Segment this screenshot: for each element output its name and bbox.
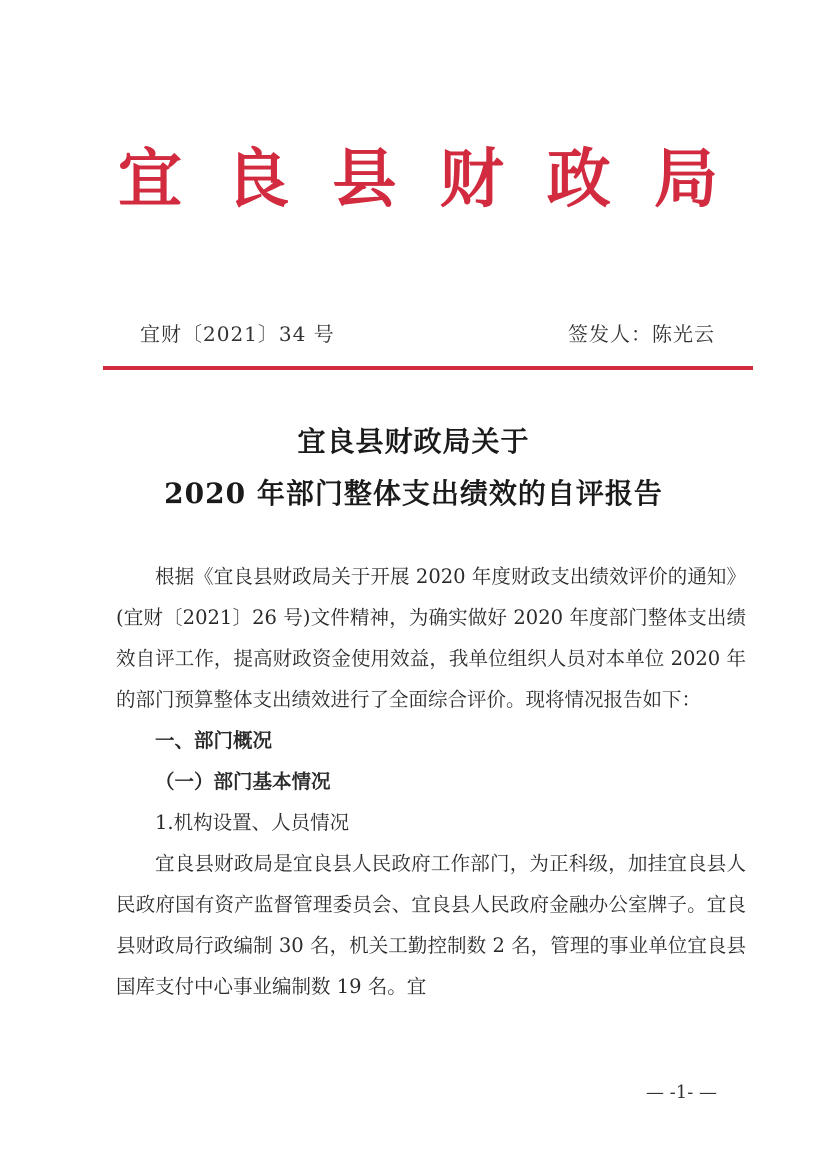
- org-char: 县: [332, 142, 397, 217]
- org-char: 良: [225, 142, 290, 217]
- issuing-org-header: [118, 140, 718, 220]
- org-char: 政: [546, 142, 611, 217]
- body-paragraph: 宜良县财政局是宜良县人民政府工作部门，为正科级，加挂宜良县人民政府国有资产监督管理委员会、宜良县人民政府金融办公室牌子。宜良县财政局行政编制 30 名，机关工勤控制数 2 名，管理的事业单位宜良县国库支付中心事业编制数 19 名。宜: [116, 852, 746, 998]
- document-title-line-2: 2020 年部门整体支出绩效的自评报告: [164, 477, 663, 510]
- org-char: 财: [439, 142, 504, 217]
- subsection-heading: （一）部门基本情况: [155, 770, 331, 793]
- page-number: — -1- —: [645, 1082, 717, 1103]
- org-char: 局: [653, 142, 718, 217]
- org-char: 宜: [118, 142, 182, 217]
- red-divider: [103, 366, 753, 370]
- section-heading: 一、部门概况: [155, 729, 273, 752]
- signer: 签发人：陈光云: [568, 322, 715, 346]
- document-number: 宜财〔2021〕34 号: [140, 322, 335, 346]
- item-heading: 1.机构设置、人员情况: [155, 811, 350, 834]
- intro-paragraph: 根据《宜良县财政局关于开展 2020 年度财政支出绩效评价的通知》(宜财〔2021〕26 号)文件精神，为确实做好 2020 年度部门整体支出绩效自评工作，提高财政资金使用效益，我单位组织人员对本单位 2020 年的部门预算整体支出绩效进行了全面综合评价。现将情况报告如下：: [116, 565, 746, 711]
- document-title-line-1: 宜良县财政局关于: [297, 425, 530, 458]
- document-body: [116, 556, 746, 1007]
